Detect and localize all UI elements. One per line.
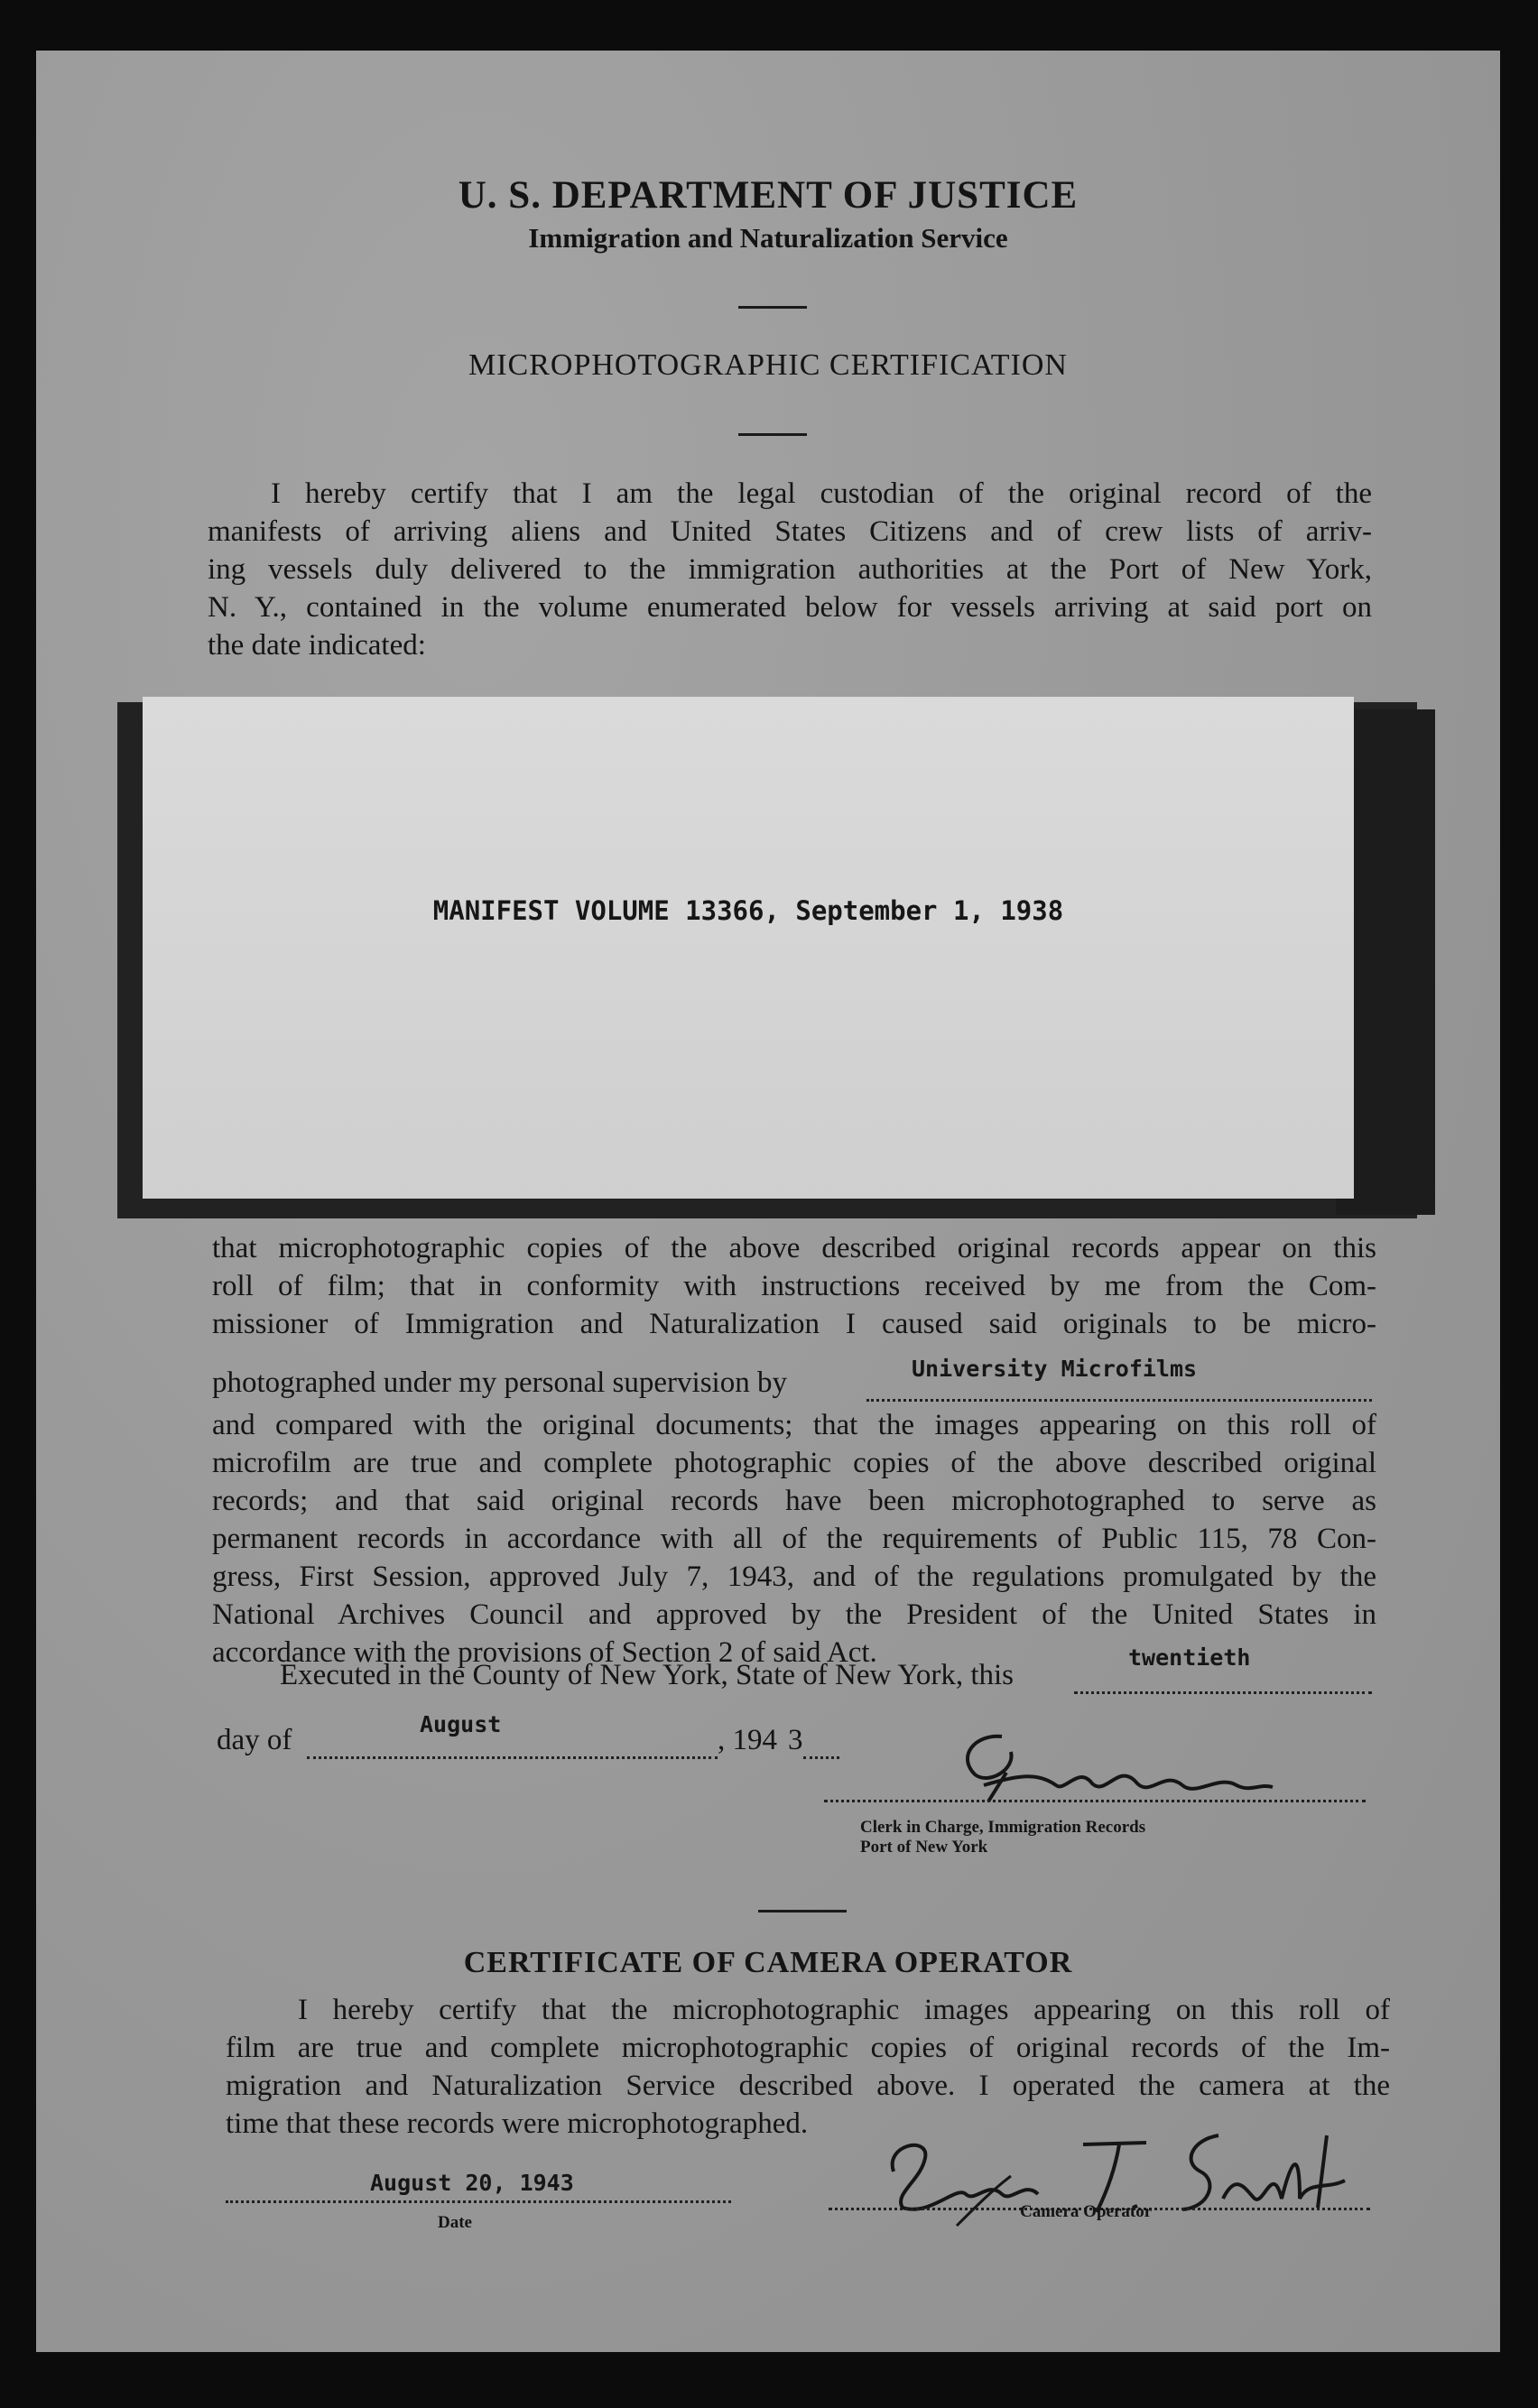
- body-line: and compared with the original documents; that the images appearing on this roll of: [212, 1409, 1376, 1441]
- intro-line: ing vessels duly delivered to the immigration authorities at the Port of New York,: [208, 553, 1372, 586]
- camera-line: time that these records were microphotographed.: [226, 2107, 809, 2140]
- divider: [758, 1910, 847, 1913]
- operator-label: Camera Operator: [1020, 2202, 1153, 2221]
- body-line: National Archives Council and approved by the President of the United States in: [212, 1598, 1376, 1631]
- day-value: twentieth: [1128, 1644, 1251, 1671]
- year-label: , 194: [718, 1724, 777, 1756]
- body-line: permanent records in accordance with all of the requirements of Public 115, 78 Con-: [212, 1523, 1376, 1555]
- department-heading: U. S. DEPARTMENT OF JUSTICE: [458, 174, 1079, 217]
- date-value: August 20, 1943: [370, 2170, 574, 2196]
- intro-line: I hereby certify that I am the legal custodian of the original record of the: [271, 477, 1372, 510]
- service-heading: Immigration and Naturalization Service: [528, 222, 1008, 254]
- day-dotted-line: [1074, 1691, 1372, 1694]
- supervision-dotted-line: [866, 1399, 1372, 1402]
- certification-title: MICROPHOTOGRAPHIC CERTIFICATION: [468, 348, 1068, 382]
- body-paragraph-2: [212, 1406, 1376, 1672]
- date-label: Date: [438, 2213, 472, 2232]
- supervision-value: University Microfilms: [912, 1356, 1198, 1382]
- divider: [738, 433, 807, 436]
- intro-paragraph: [208, 475, 1372, 664]
- body-line: records; and that said original records have been microphotographed to serve as: [212, 1485, 1376, 1517]
- camera-line: I hereby certify that the microphotographic images appearing on this roll of: [298, 1994, 1390, 2026]
- camera-line: migration and Naturalization Service described above. I operated the camera at the: [226, 2070, 1390, 2102]
- clerk-signature: [948, 1720, 1354, 1811]
- month-dotted-line: [307, 1756, 718, 1759]
- month-value: August: [420, 1711, 502, 1737]
- body-line: roll of film; that in conformity with instructions received by me from the Com-: [212, 1270, 1376, 1302]
- year-dotted-line: [803, 1756, 839, 1759]
- date-dotted-line: [226, 2200, 731, 2203]
- divider: [738, 306, 807, 309]
- camera-certificate-title: CERTIFICATE OF CAMERA OPERATOR: [463, 1946, 1073, 1979]
- body-line: that microphotographic copies of the above described original records appear on this: [212, 1232, 1376, 1264]
- intro-line: N. Y., contained in the volume enumerated below for vessels arriving at said port on: [208, 591, 1372, 624]
- camera-line: film are true and complete microphotographic copies of original records of the Im-: [226, 2032, 1390, 2064]
- certificate-page: [36, 51, 1500, 2352]
- year-value: 3: [788, 1724, 803, 1756]
- clerk-title-line: Clerk in Charge, Immigration Records: [860, 1818, 1146, 1837]
- camera-operator-signature: [876, 2108, 1381, 2244]
- manifest-card: [143, 697, 1354, 1199]
- body-line: missioner of Immigration and Naturalization I caused said originals to be micro-: [212, 1308, 1376, 1340]
- manifest-label: MANIFEST VOLUME 13366, September 1, 1938: [432, 895, 1064, 926]
- clerk-title: [860, 1818, 1145, 1857]
- body-line: gress, First Session, approved July 7, 1943, and of the regulations promulgated by the: [212, 1561, 1376, 1593]
- clerk-signature-line: [824, 1800, 1366, 1802]
- executed-label: Executed in the County of New York, State of New York, this: [280, 1659, 1015, 1691]
- intro-line: manifests of arriving aliens and United States Citizens and of crew lists of arriv-: [208, 515, 1372, 548]
- body-paragraph: [212, 1229, 1376, 1343]
- body-line: accordance with the provisions of Section 2 of said Act.: [212, 1636, 877, 1669]
- supervision-label: photographed under my personal supervision by: [212, 1366, 787, 1399]
- day-of-label: day of: [217, 1724, 292, 1756]
- intro-line: the date indicated:: [208, 629, 426, 662]
- body-line: microfilm are true and complete photographic copies of the above described original: [212, 1447, 1376, 1479]
- clerk-title-line: Port of New York: [860, 1838, 988, 1857]
